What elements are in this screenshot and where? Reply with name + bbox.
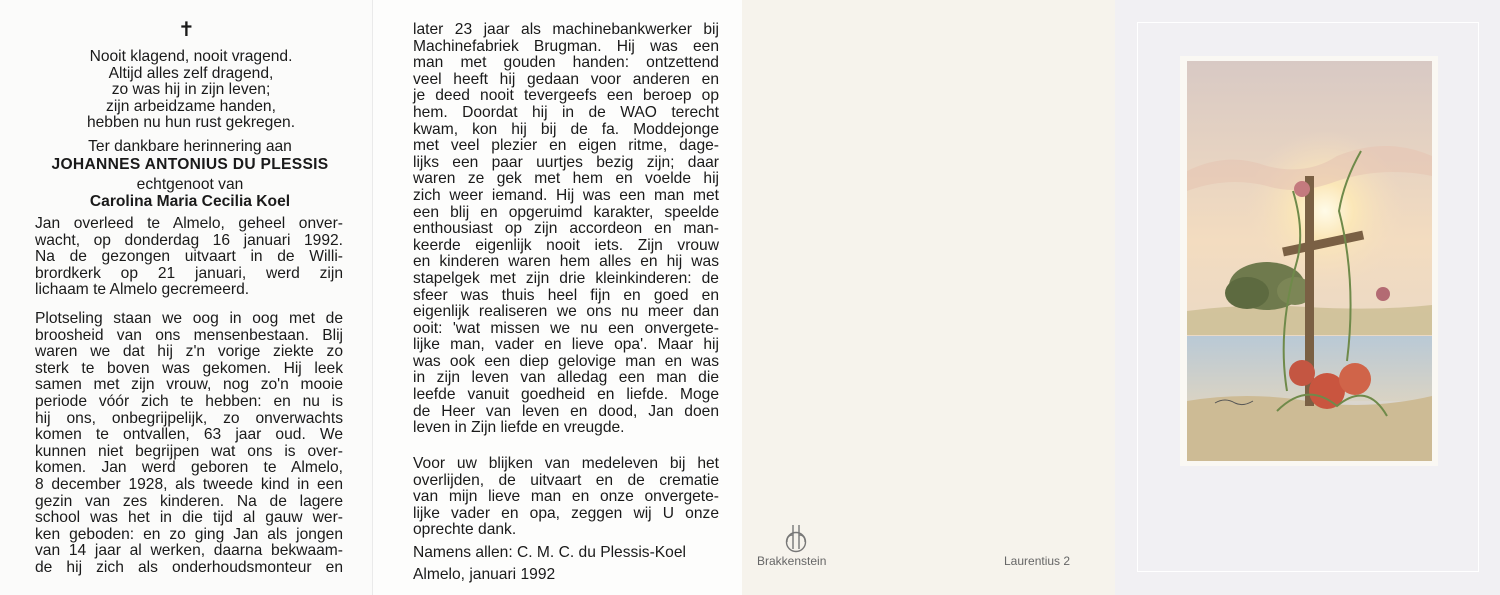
text-line: komen. Jan werd geboren te Almelo, bbox=[35, 459, 343, 477]
text-line: waren ze gek met hem en voelde hij bbox=[413, 170, 719, 188]
card-back-cover bbox=[742, 0, 1115, 595]
text-line: komen te ontvallen, 63 jaar oud. We bbox=[35, 426, 343, 444]
text-line: periode vóór zich te hebben: en nu is bbox=[35, 392, 343, 410]
text-line: Voor uw blijken van medeleven bij het bbox=[413, 455, 719, 472]
text-line: veel heeft hij gedaan voor anderen en bbox=[413, 70, 719, 88]
text-line: de hij zich als onderhoudsmonteur en bbox=[35, 558, 343, 576]
text-line: sterk te boven was gekomen. Hij leek bbox=[35, 359, 343, 377]
text-line: eigenlijk realiseren we ons nu meer dan bbox=[413, 303, 719, 321]
cross-with-poppies-painting bbox=[1187, 61, 1432, 461]
biography-continued-paragraph bbox=[413, 22, 719, 437]
place-date: Almelo, januari 1992 bbox=[413, 566, 556, 583]
text-line: brordkerk op 21 januari, werd zijn bbox=[35, 264, 343, 282]
text-line: zich weer iemand. Hij was een man met bbox=[413, 186, 719, 204]
text-line: de Heer van leven en dood, Jan doen bbox=[413, 402, 719, 420]
text-line: Na de gezongen uitvaart in de Willi- bbox=[35, 248, 343, 266]
text-line: man met gouden handen: ontzettend bbox=[413, 54, 719, 72]
text-line: met veel plezier en eigen ritme, dage- bbox=[413, 137, 719, 155]
text-line: was ook een diep gelovige man en was bbox=[413, 352, 719, 370]
text-line: sfeer was thuis heel fijn en goed en bbox=[413, 286, 719, 304]
text-line: broosheid van ons mensenbestaan. Blij bbox=[35, 326, 343, 344]
text-line: Plotseling staan we oog in oog met de bbox=[35, 310, 343, 327]
poem-line: zijn arbeidzame handen, bbox=[106, 97, 276, 115]
text-line: ooit: 'wat missen we nu een onvergete- bbox=[413, 319, 719, 337]
series-name: Laurentius 2 bbox=[1004, 554, 1071, 568]
text-line: gezin van zes kinderen. Na de lagere bbox=[35, 492, 343, 510]
publisher-name: Brakkenstein bbox=[757, 554, 827, 568]
text-line: hij ons, onbegrijpelijk, zo onverwachts bbox=[35, 409, 343, 427]
text-line: wacht, op donderdag 16 januari 1992. bbox=[35, 231, 343, 249]
poem-line: hebben nu hun rust gekregen. bbox=[86, 114, 296, 132]
text-line: keerde eigenlijk nooit iets. Zijn vrouw bbox=[413, 236, 719, 254]
biography-paragraph bbox=[35, 311, 343, 577]
text-line: Machinefabriek Brugman. Hij was een bbox=[413, 37, 719, 55]
text-line: van 14 jaar al werken, daarna bekwaam- bbox=[35, 542, 343, 560]
brakkenstein-logo-icon bbox=[782, 523, 810, 553]
card-front-cover bbox=[1115, 0, 1500, 595]
cross-icon: ✝ bbox=[178, 19, 195, 41]
text-line: 8 december 1928, als tweede kind in een bbox=[35, 475, 343, 493]
spouse-label: echtgenoot van bbox=[136, 176, 244, 193]
text-line: Jan overleed te Almelo, geheel onver- bbox=[35, 215, 343, 232]
text-line: lijke man, vader en lieve opa'. Maar hij bbox=[413, 336, 719, 354]
card-inner-right-panel bbox=[372, 0, 742, 595]
poem bbox=[60, 49, 322, 132]
text-line: een blij en opgeruimd karakter, speelde bbox=[413, 203, 719, 221]
thanks-paragraph bbox=[413, 456, 719, 539]
text-line: overlijden, de uitvaart en de crematie bbox=[413, 471, 719, 489]
fold-divider bbox=[372, 0, 373, 595]
text-line: van mijn lieve man en onze onvergete- bbox=[413, 488, 719, 506]
text-line: hem. Doordat hij in de WAO terecht bbox=[413, 103, 719, 121]
death-notice-paragraph bbox=[35, 216, 343, 299]
text-line: je deed nooit tevergeefs een beroep op bbox=[413, 87, 719, 105]
spouse-name: Carolina Maria Cecilia Koel bbox=[89, 193, 291, 210]
text-line: lijke vader en opa, zeggen wij U onze bbox=[413, 504, 719, 522]
text-line: samen met zijn vrouw, nog zo'n mooie bbox=[35, 376, 343, 394]
text-line: leven in Zijn liefde en vreugde. bbox=[413, 419, 625, 437]
text-line: kwam, kon hij bij de fa. Moddejonge bbox=[413, 120, 719, 138]
text-line: enthousiast op zijn accordeon en man- bbox=[413, 220, 719, 238]
poem-line: zo was hij in zijn leven; bbox=[111, 81, 271, 99]
text-line: lichaam te Almelo gecremeerd. bbox=[35, 281, 250, 299]
text-line: leefde vanuit goedheid en liefde. Moge bbox=[413, 386, 719, 404]
poem-line: Nooit klagend, nooit vragend. bbox=[89, 48, 293, 65]
poem-line: Altijd alles zelf dragend, bbox=[108, 64, 274, 82]
deceased-name: JOHANNES ANTONIUS DU PLESSIS bbox=[51, 156, 329, 173]
text-line: later 23 jaar als machinebankwerker bij bbox=[413, 21, 719, 38]
signature: Namens allen: C. M. C. du Plessis-Koel bbox=[413, 544, 686, 561]
text-line: oprechte dank. bbox=[413, 521, 517, 539]
text-line: school was het in die tijd al gauw wer- bbox=[35, 509, 343, 527]
intro-text: Ter dankbare herinnering aan bbox=[88, 138, 292, 155]
text-line: lijks een paar uurtjes bezig zijn; daar bbox=[413, 153, 719, 171]
text-line: en kinderen waren hem alles en hij was bbox=[413, 253, 719, 271]
text-line: waren we dat hij z'n vorige ziekte zo bbox=[35, 343, 343, 361]
text-line: in zijn leven van alledag een man die bbox=[413, 369, 719, 387]
text-line: stapelgek met zijn drie kleinkinderen: de bbox=[413, 269, 719, 287]
text-line: ken geboden: en zo ging Jan als jongen bbox=[35, 525, 343, 543]
text-line: kunnen niet begrijpen wat ons is over- bbox=[35, 442, 343, 460]
card-inner-left-panel bbox=[0, 0, 372, 595]
